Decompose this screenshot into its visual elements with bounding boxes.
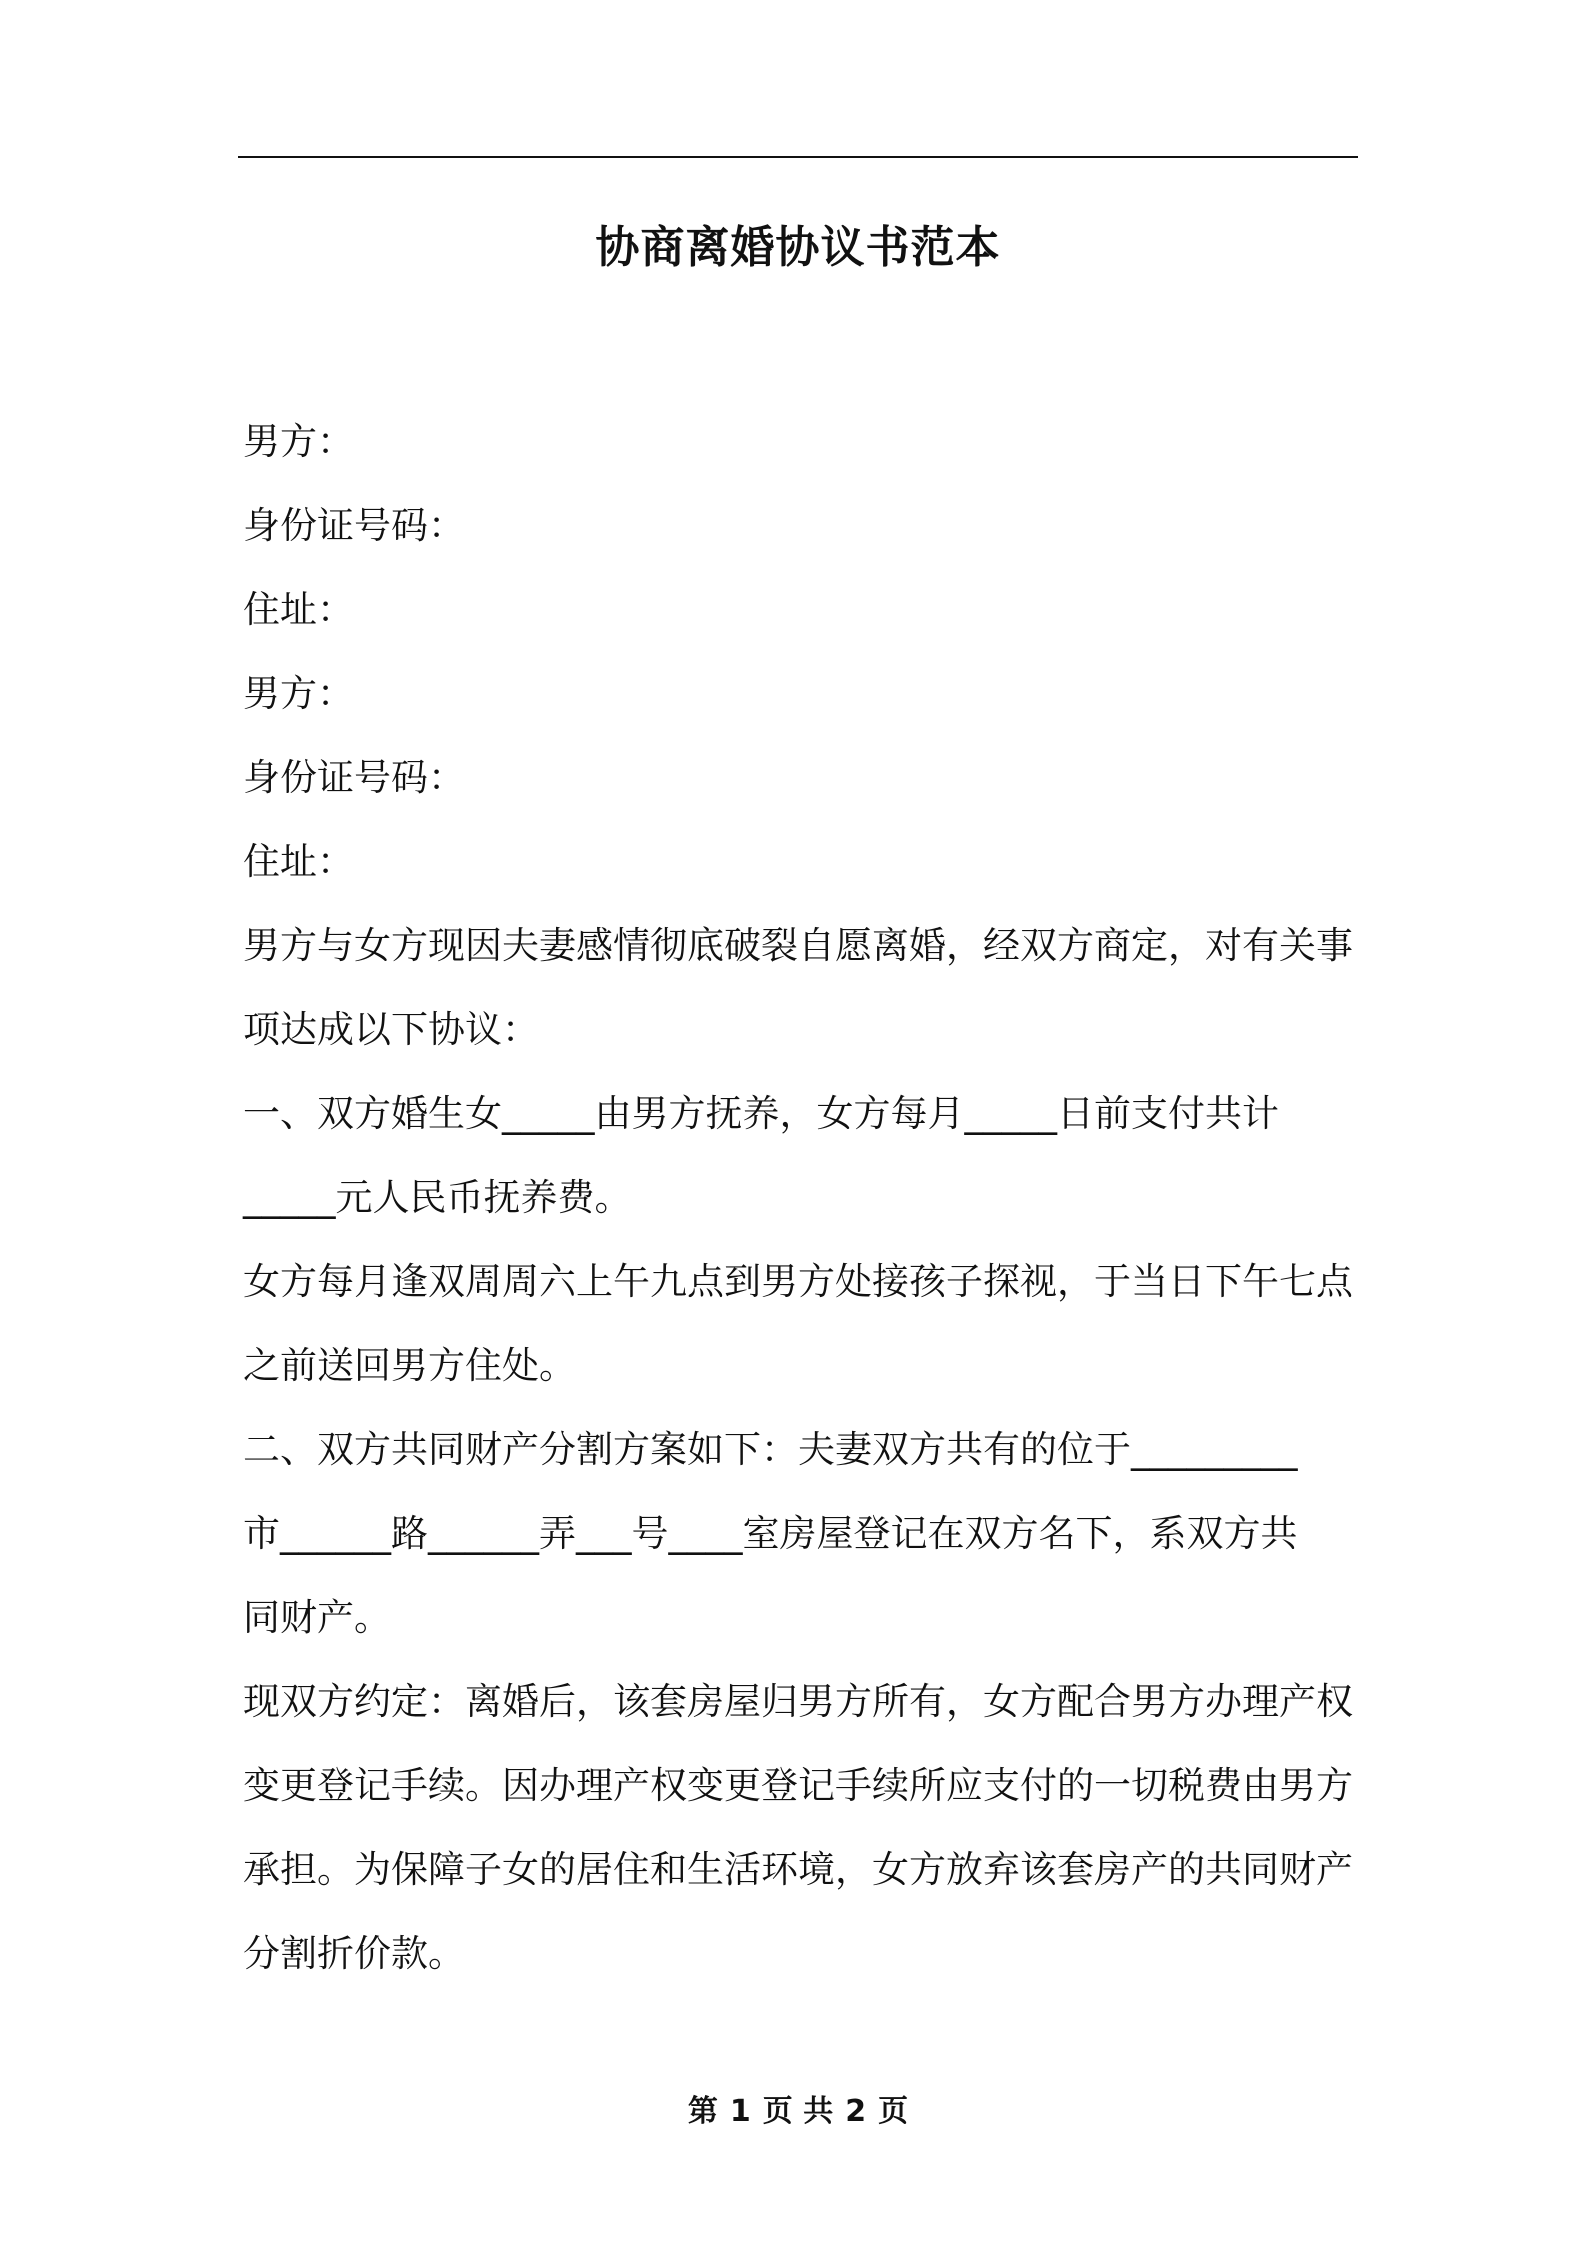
clause1-line-1: 一、双方婚生女_____由男方抚养，女方每月_____日前支付共计 xyxy=(243,1092,1279,1135)
agree-line-1: 现双方约定：离婚后，该套房屋归男方所有，女方配合男方办理产权 xyxy=(243,1680,1353,1723)
visit-line-1: 女方每月逢双周周六上午九点到男方处接孩子探视，于当日下午七点 xyxy=(243,1260,1353,1303)
footer-current-page: 1 xyxy=(729,2094,751,2129)
document-title: 协商离婚协议书范本 xyxy=(595,222,1001,273)
footer-suffix: 页 xyxy=(878,2094,909,2129)
footer-prefix: 第 xyxy=(687,2094,718,2129)
agree-line-3: 承担。为保障子女的居住和生活环境，女方放弃该套房产的共同财产 xyxy=(243,1848,1353,1891)
id-label-2: 身份证号码： xyxy=(243,756,465,799)
footer-mid: 页 共 xyxy=(762,2094,834,2129)
male-label-2: 男方： xyxy=(243,672,354,715)
intro-line-2: 项达成以下协议： xyxy=(243,1008,539,1051)
agree-line-4: 分割折价款。 xyxy=(243,1932,465,1975)
clause2-line-2: 市______路______弄___号____室房屋登记在双方名下，系双方共 xyxy=(243,1512,1298,1555)
clause2-line-3: 同财产。 xyxy=(243,1596,391,1639)
document-body xyxy=(243,400,1355,1996)
intro-line-1: 男方与女方现因夫妻感情彻底破裂自愿离婚，经双方商定，对有关事 xyxy=(243,924,1353,967)
page-number-footer xyxy=(238,2092,1358,2132)
clause1-line-2: _____元人民币抚养费。 xyxy=(243,1176,632,1219)
id-label-1: 身份证号码： xyxy=(243,504,465,547)
male-label-1: 男方： xyxy=(243,420,354,463)
clause2-line-1: 二、双方共同财产分割方案如下：夫妻双方共有的位于_________ xyxy=(243,1428,1298,1471)
address-label-1: 住址： xyxy=(243,588,354,631)
agree-line-2: 变更登记手续。因办理产权变更登记手续所应支付的一切税费由男方 xyxy=(243,1764,1353,1807)
visit-line-2: 之前送回男方住处。 xyxy=(243,1344,576,1387)
footer-total-pages: 2 xyxy=(845,2094,867,2129)
header-rule xyxy=(238,156,1358,158)
address-label-2: 住址： xyxy=(243,840,354,883)
